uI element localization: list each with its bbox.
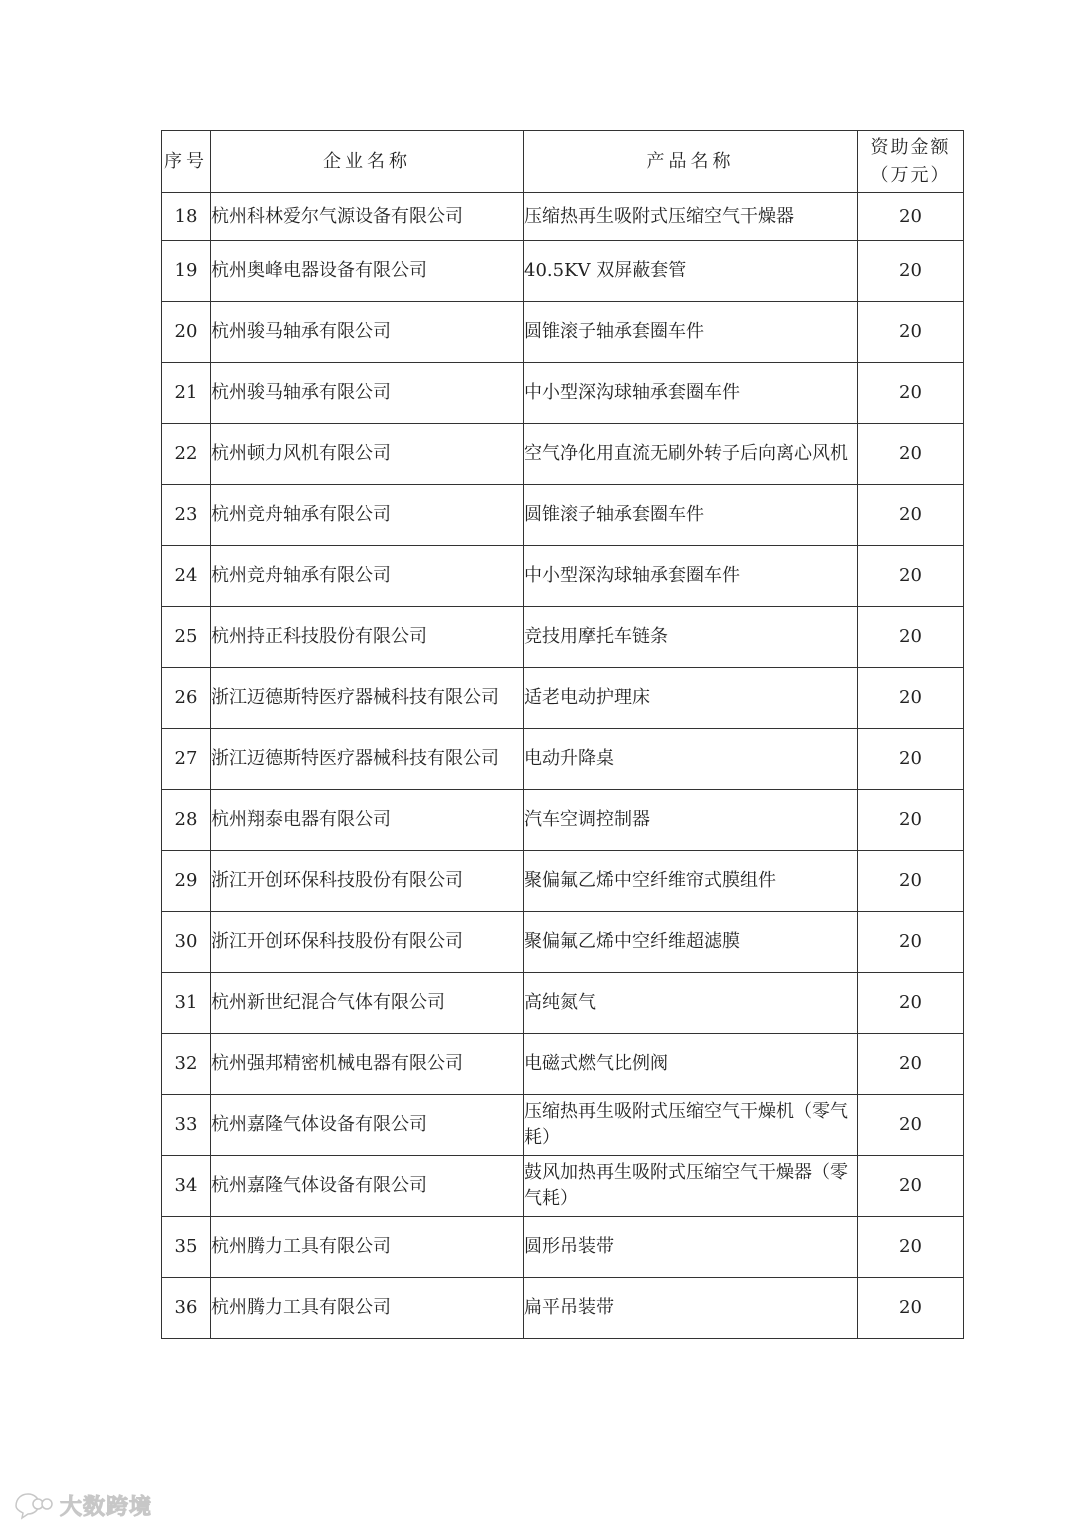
table-row	[162, 193, 964, 241]
cell-product: 中小型深沟球轴承套圈车件	[524, 546, 858, 607]
cell-no: 30	[162, 912, 211, 973]
cell-no: 31	[162, 973, 211, 1034]
cell-company: 杭州科林爱尔气源设备有限公司	[211, 193, 524, 241]
cell-amount: 20	[858, 851, 964, 912]
cell-company: 杭州骏马轴承有限公司	[211, 302, 524, 363]
cell-company: 浙江迈德斯特医疗器械科技有限公司	[211, 729, 524, 790]
table-row	[162, 485, 964, 546]
table-row	[162, 1217, 964, 1278]
header-no: 序号	[162, 131, 211, 193]
cell-no: 32	[162, 1034, 211, 1095]
cell-product: 适老电动护理床	[524, 668, 858, 729]
cell-product: 电磁式燃气比例阀	[524, 1034, 858, 1095]
table-row	[162, 424, 964, 485]
cell-product: 高纯氮气	[524, 973, 858, 1034]
table-row	[162, 1095, 964, 1156]
table-row	[162, 241, 964, 302]
table-row	[162, 729, 964, 790]
header-amount-line2: （万元）	[870, 164, 951, 186]
cell-amount: 20	[858, 546, 964, 607]
cell-amount: 20	[858, 1278, 964, 1339]
table-row	[162, 1156, 964, 1217]
cell-amount: 20	[858, 193, 964, 241]
subsidy-table	[161, 130, 964, 1339]
header-amount	[858, 131, 964, 193]
speech-bubble-logo-icon	[12, 1491, 54, 1521]
cell-amount: 20	[858, 485, 964, 546]
cell-no: 22	[162, 424, 211, 485]
cell-amount: 20	[858, 1095, 964, 1156]
table-row	[162, 302, 964, 363]
cell-product: 圆锥滚子轴承套圈车件	[524, 302, 858, 363]
cell-product: 圆形吊装带	[524, 1217, 858, 1278]
cell-no: 35	[162, 1217, 211, 1278]
cell-no: 20	[162, 302, 211, 363]
cell-company: 杭州腾力工具有限公司	[211, 1278, 524, 1339]
cell-product: 40.5KV 双屏蔽套管	[524, 241, 858, 302]
header-product: 产品名称	[524, 131, 858, 193]
cell-product: 电动升降桌	[524, 729, 858, 790]
table-row	[162, 1034, 964, 1095]
cell-amount: 20	[858, 424, 964, 485]
cell-company: 杭州新世纪混合气体有限公司	[211, 973, 524, 1034]
cell-product: 聚偏氟乙烯中空纤维帘式膜组件	[524, 851, 858, 912]
table-row	[162, 1278, 964, 1339]
cell-no: 19	[162, 241, 211, 302]
cell-company: 杭州顿力风机有限公司	[211, 424, 524, 485]
cell-amount: 20	[858, 973, 964, 1034]
table-row	[162, 607, 964, 668]
cell-company: 杭州奥峰电器设备有限公司	[211, 241, 524, 302]
cell-amount: 20	[858, 1217, 964, 1278]
cell-amount: 20	[858, 302, 964, 363]
table-row	[162, 546, 964, 607]
cell-product: 聚偏氟乙烯中空纤维超滤膜	[524, 912, 858, 973]
cell-amount: 20	[858, 912, 964, 973]
cell-product: 圆锥滚子轴承套圈车件	[524, 485, 858, 546]
table-row	[162, 973, 964, 1034]
cell-no: 25	[162, 607, 211, 668]
table-row	[162, 851, 964, 912]
cell-no: 18	[162, 193, 211, 241]
cell-company: 杭州翔泰电器有限公司	[211, 790, 524, 851]
header-company: 企业名称	[211, 131, 524, 193]
header-amount-line1: 资助金额	[870, 136, 951, 158]
cell-company: 杭州强邦精密机械电器有限公司	[211, 1034, 524, 1095]
cell-product: 空气净化用直流无刷外转子后向离心风机	[524, 424, 858, 485]
cell-no: 34	[162, 1156, 211, 1217]
cell-amount: 20	[858, 607, 964, 668]
cell-product: 压缩热再生吸附式压缩空气干燥器	[524, 193, 858, 241]
table-row	[162, 668, 964, 729]
cell-amount: 20	[858, 1034, 964, 1095]
cell-no: 36	[162, 1278, 211, 1339]
cell-no: 29	[162, 851, 211, 912]
cell-company: 杭州骏马轴承有限公司	[211, 363, 524, 424]
cell-no: 26	[162, 668, 211, 729]
cell-company: 杭州嘉隆气体设备有限公司	[211, 1095, 524, 1156]
cell-no: 33	[162, 1095, 211, 1156]
table-row	[162, 912, 964, 973]
watermark-text: 大数跨境	[60, 1495, 153, 1520]
watermark	[12, 1490, 152, 1521]
cell-amount: 20	[858, 790, 964, 851]
cell-product: 竞技用摩托车链条	[524, 607, 858, 668]
cell-company: 浙江开创环保科技股份有限公司	[211, 851, 524, 912]
table-header-row	[162, 131, 964, 193]
cell-amount: 20	[858, 363, 964, 424]
cell-company: 杭州持正科技股份有限公司	[211, 607, 524, 668]
cell-no: 24	[162, 546, 211, 607]
cell-product: 压缩热再生吸附式压缩空气干燥机（零气耗）	[524, 1095, 858, 1156]
cell-product: 中小型深沟球轴承套圈车件	[524, 363, 858, 424]
cell-company: 浙江开创环保科技股份有限公司	[211, 912, 524, 973]
cell-company: 杭州嘉隆气体设备有限公司	[211, 1156, 524, 1217]
table-row	[162, 363, 964, 424]
cell-product: 扁平吊装带	[524, 1278, 858, 1339]
cell-amount: 20	[858, 668, 964, 729]
cell-no: 21	[162, 363, 211, 424]
cell-product: 汽车空调控制器	[524, 790, 858, 851]
cell-company: 杭州竞舟轴承有限公司	[211, 546, 524, 607]
cell-no: 27	[162, 729, 211, 790]
cell-company: 浙江迈德斯特医疗器械科技有限公司	[211, 668, 524, 729]
cell-product: 鼓风加热再生吸附式压缩空气干燥器（零气耗）	[524, 1156, 858, 1217]
cell-amount: 20	[858, 1156, 964, 1217]
table-body	[162, 193, 964, 1339]
cell-amount: 20	[858, 729, 964, 790]
cell-company: 杭州腾力工具有限公司	[211, 1217, 524, 1278]
cell-no: 28	[162, 790, 211, 851]
cell-amount: 20	[858, 241, 964, 302]
table-row	[162, 790, 964, 851]
cell-company: 杭州竞舟轴承有限公司	[211, 485, 524, 546]
cell-no: 23	[162, 485, 211, 546]
